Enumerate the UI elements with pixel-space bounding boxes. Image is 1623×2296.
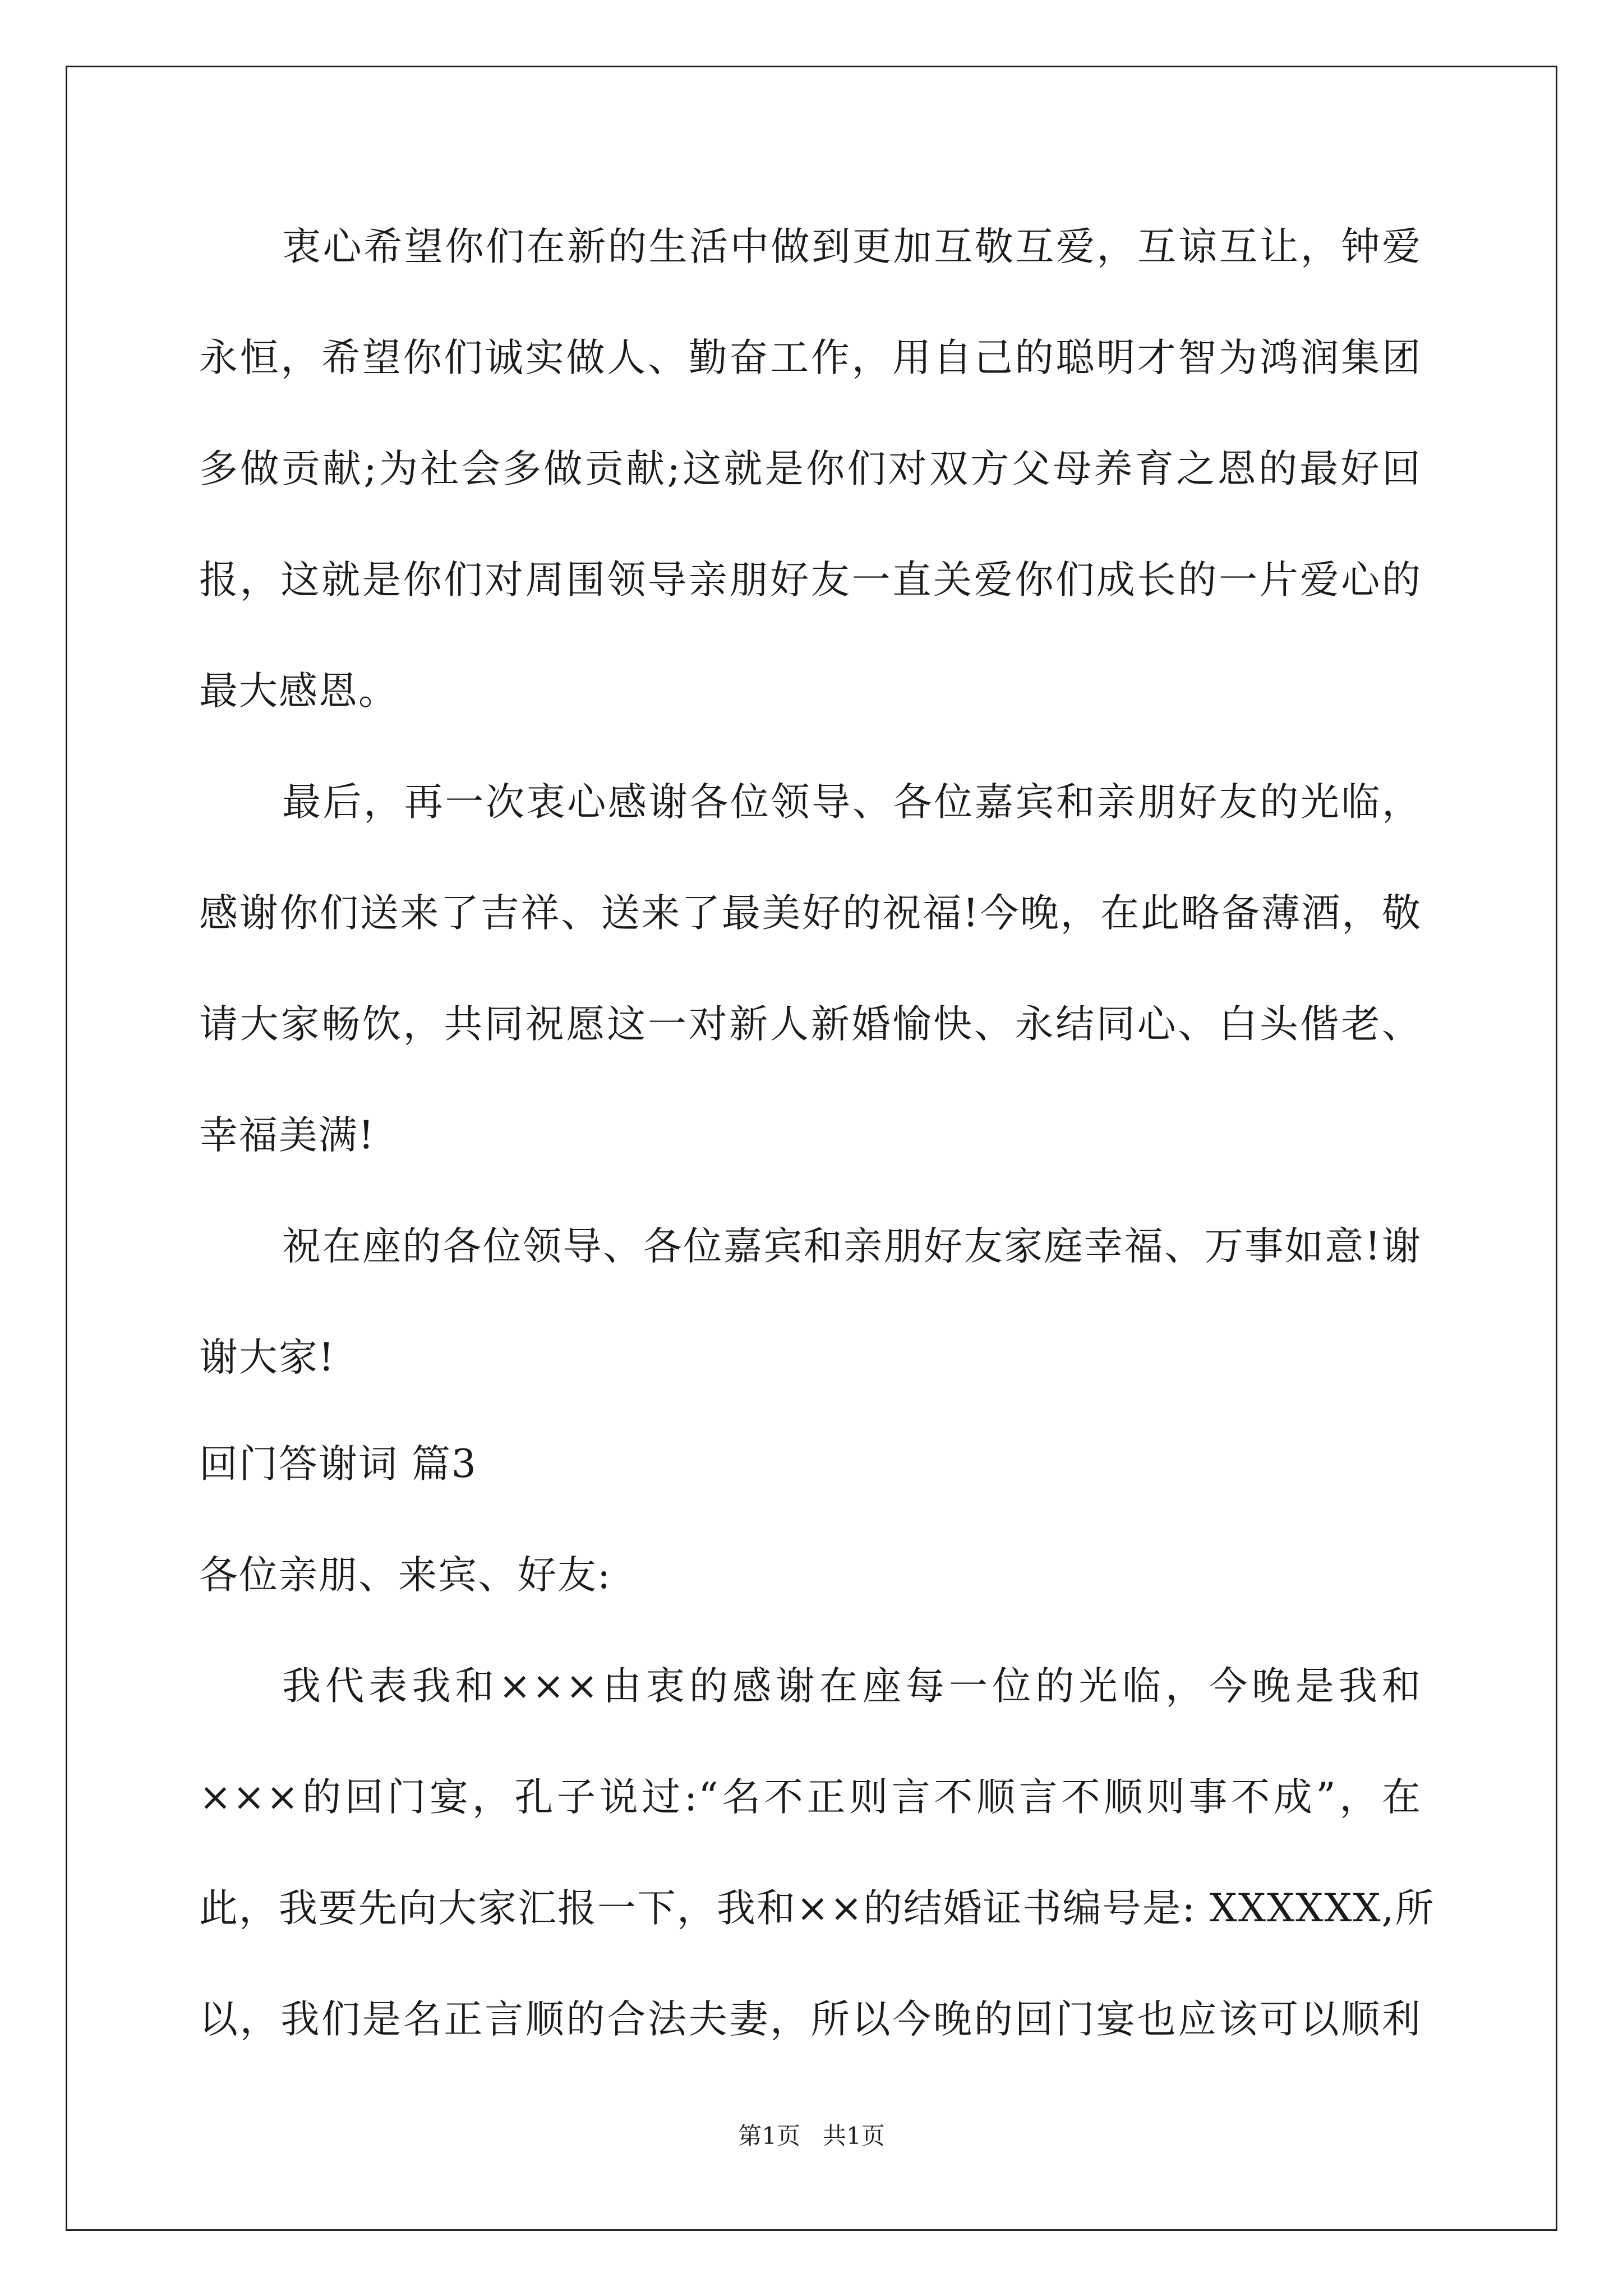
text-line: 衷心希望你们在新的生活中做到更加互敬互爱，互谅互让，钟爱 — [282, 224, 1422, 269]
section-heading: 回门答谢词 篇3 — [199, 1442, 477, 1487]
text-line: 我代表我和×××由衷的感谢在座每一位的光临，今晚是我和 — [282, 1664, 1422, 1709]
text-line: 幸福美满! — [199, 1113, 375, 1158]
text-line: 报，这就是你们对周围领导亲朋好友一直关爱你们成长的一片爱心的 — [199, 558, 1422, 602]
text-line: ×××的回门宴，孔子说过:“名不正则言不顺言不顺则事不成”，在 — [199, 1775, 1422, 1820]
text-line: 最大感恩。 — [199, 669, 398, 714]
page-number-footer: 第1页 共1页 — [738, 2122, 885, 2150]
text-line: 此，我要先向大家汇报一下，我和××的结婚证书编号是: XXXXXX,所 — [199, 1886, 1435, 1931]
text-line: 多做贡献;为社会多做贡献;这就是你们对双方父母养育之恩的最好回 — [199, 447, 1422, 491]
text-line: 请大家畅饮，共同祝愿这一对新人新婚愉快、永结同心、白头偕老、 — [199, 1002, 1422, 1047]
text-line: 以，我们是名正言顺的合法夫妻，所以今晚的回门宴也应该可以顺利 — [199, 1997, 1422, 2042]
text-line: 祝在座的各位领导、各位嘉宾和亲朋好友家庭幸福、万事如意!谢 — [282, 1224, 1422, 1269]
text-line: 永恒，希望你们诚实做人、勤奋工作，用自己的聪明才智为鸿润集团 — [199, 335, 1422, 380]
text-line: 最后，再一次衷心感谢各位领导、各位嘉宾和亲朋好友的光临， — [282, 780, 1422, 825]
salutation: 各位亲朋、来宾、好友: — [199, 1553, 612, 1598]
text-line: 感谢你们送来了吉祥、送来了最美好的祝福!今晚，在此略备薄酒，敬 — [199, 891, 1422, 936]
text-line: 谢大家! — [199, 1335, 335, 1380]
